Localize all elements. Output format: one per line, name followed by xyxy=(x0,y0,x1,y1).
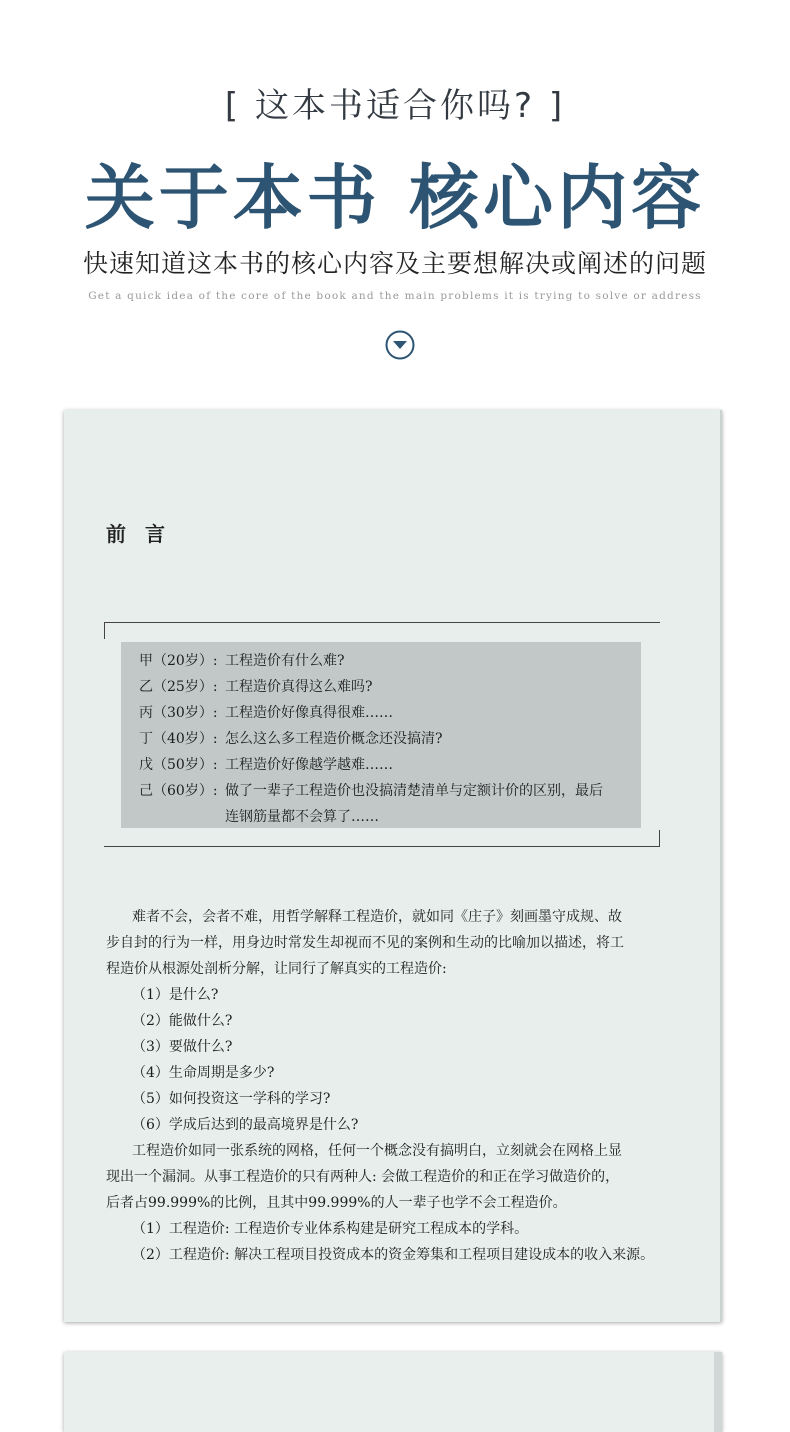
paragraph-line: 工程造价如同一张系统的网格，任何一个概念没有搞明白，立刻就会在网格上显 xyxy=(132,1143,622,1159)
dialog-continuation: 连钢筋量都不会算了…… xyxy=(225,809,379,825)
box-border-top xyxy=(104,622,660,639)
dialog-line: 甲（20岁）: 工程造价有什么难? xyxy=(139,653,345,669)
paragraph-line: 步自封的行为一样，用身边时常发生却视而不见的案例和生动的比喻加以描述，将工 xyxy=(106,935,624,951)
dialog-line: 戊（50岁）: 工程造价好像越学越难…… xyxy=(139,757,393,773)
definition-item: （2）工程造价: 解决工程项目投资成本的资金筹集和工程项目建设成本的收入来源。 xyxy=(132,1247,655,1263)
definition-item: （1）工程造价: 工程造价专业体系构建是研究工程成本的学科。 xyxy=(132,1221,529,1237)
question-item: （4）生命周期是多少? xyxy=(132,1065,275,1081)
header-tag: [ 这本书适合你吗? ] xyxy=(224,86,566,126)
page-subtitle: 快速知道这本书的核心内容及主要想解决或阐述的问题 xyxy=(82,249,707,278)
preface-title: 前 言 xyxy=(106,522,171,546)
paragraph-line: 后者占99.999%的比例，且其中99.999%的人一辈子也学不会工程造价。 xyxy=(106,1195,567,1211)
question-item: （5）如何投资这一学科的学习? xyxy=(132,1091,331,1107)
book-page-preface xyxy=(64,410,722,1322)
page-subtitle-english: Get a quick idea of the core of the book and the main problems it is trying to solve or address xyxy=(88,290,702,302)
question-item: （6）学成后达到的最高境界是什么? xyxy=(132,1117,359,1133)
dialog-line: 己（60岁）: 做了一辈子工程造价也没搞清楚清单与定额计价的区别，最后 xyxy=(139,783,603,799)
dialog-line: 丁（40岁）: 怎么这么多工程造价概念还没搞清? xyxy=(139,731,443,747)
paragraph-line: 现出一个漏洞。从事工程造价的只有两种人: 会做工程造价的和正在学习做造价的， xyxy=(106,1169,620,1185)
paragraph-line: 程造价从根源处剖析分解，让同行了解真实的工程造价: xyxy=(106,961,447,977)
dialog-line: 丙（30岁）: 工程造价好像真得很难…… xyxy=(139,705,393,721)
question-item: （2）能做什么? xyxy=(132,1013,233,1029)
question-item: （1）是什么? xyxy=(132,987,219,1003)
dialog-box xyxy=(121,642,641,828)
paragraph-line: 难者不会，会者不难，用哲学解释工程造价，就如同《庄子》刻画墨守成规、故 xyxy=(132,909,622,925)
chevron-down-circle-icon[interactable] xyxy=(385,330,415,360)
question-item: （3）要做什么? xyxy=(132,1039,233,1055)
page-edge xyxy=(714,1352,722,1432)
book-page-next xyxy=(64,1352,722,1432)
page-title: 关于本书 核心内容 xyxy=(84,156,706,239)
header-section xyxy=(0,0,790,400)
box-border-bottom xyxy=(104,830,660,847)
dialog-line: 乙（25岁）: 工程造价真得这么难吗? xyxy=(139,679,373,695)
page-fold xyxy=(720,410,722,1322)
